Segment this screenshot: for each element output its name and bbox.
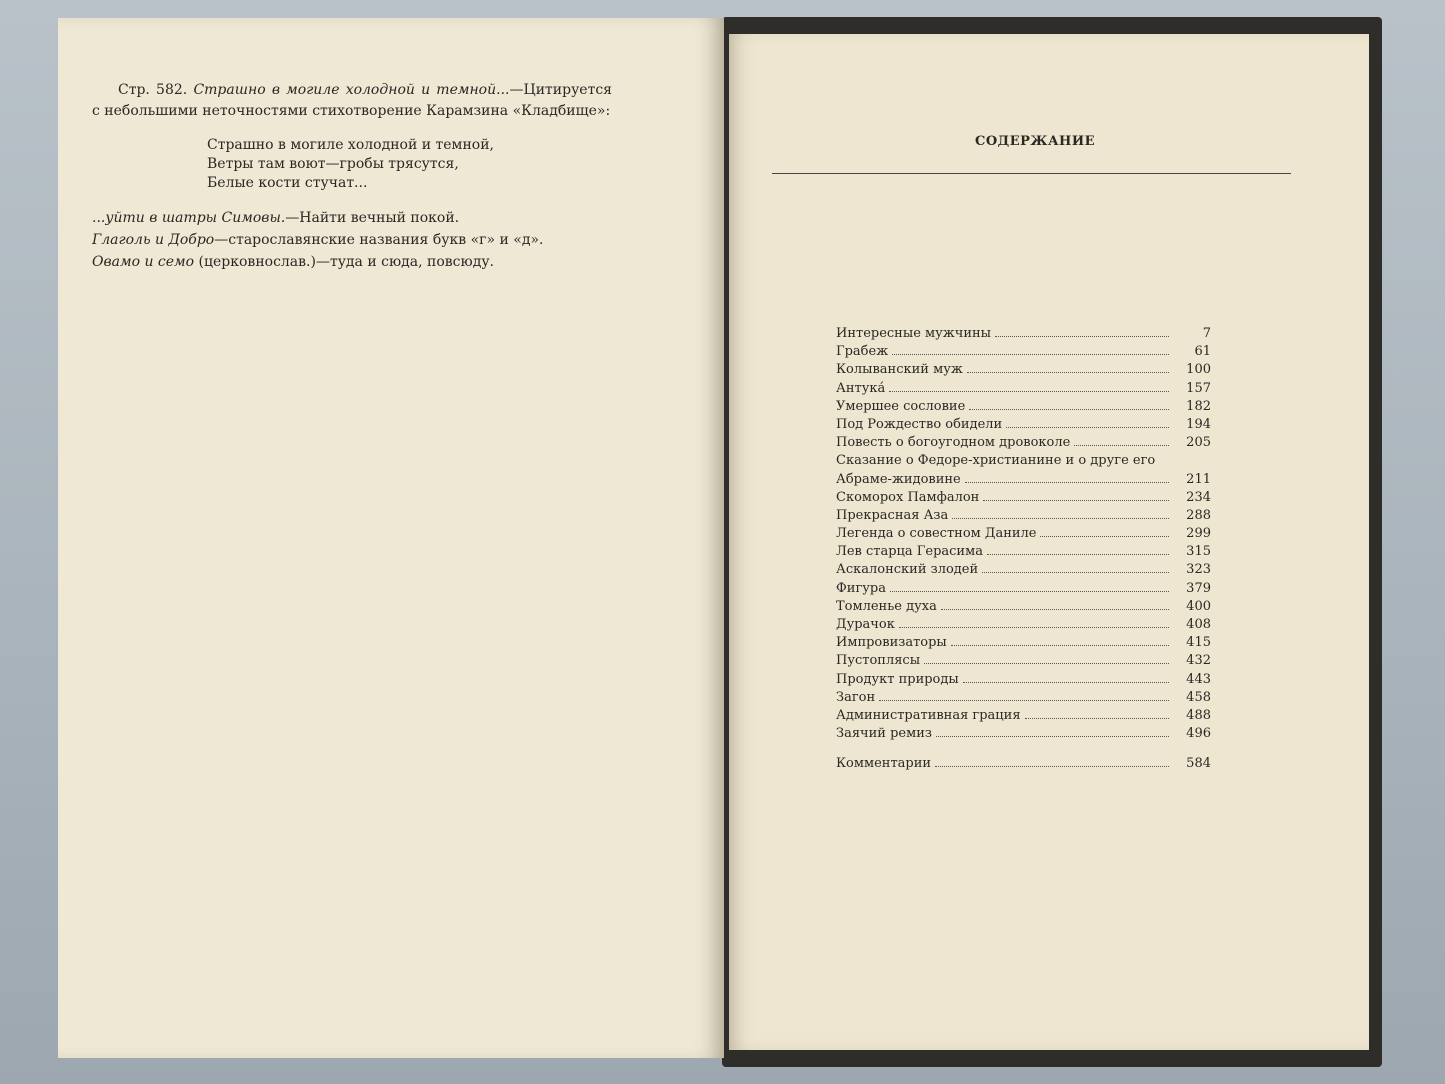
toc-entry bbox=[836, 381, 1211, 399]
toc-entry-page: 379 bbox=[1186, 580, 1211, 596]
table-of-contents bbox=[836, 326, 1211, 775]
toc-entry-page: 315 bbox=[1186, 544, 1211, 560]
toc-leader-dots bbox=[995, 336, 1169, 337]
toc-list bbox=[836, 326, 1211, 744]
toc-entry-title: Дурачок bbox=[836, 617, 895, 632]
toc-entry bbox=[836, 581, 1211, 599]
toc-leader-dots bbox=[951, 645, 1169, 646]
toc-entry-title: Грабеж bbox=[836, 344, 889, 360]
toc-entry bbox=[836, 344, 1211, 362]
toc-heading: СОДЕРЖАНИЕ bbox=[975, 134, 1096, 149]
toc-entry-title: Заячий ремиз bbox=[836, 726, 932, 742]
toc-leader-dots bbox=[892, 354, 1169, 355]
toc-entry bbox=[836, 490, 1211, 508]
toc-entry-title: Абраме-жидовине bbox=[836, 471, 961, 487]
toc-entry-page: 415 bbox=[1186, 635, 1211, 651]
toc-leader-dots bbox=[1040, 536, 1169, 537]
toc-leader-dots bbox=[936, 736, 1169, 737]
toc-entry-page: 100 bbox=[1186, 362, 1211, 378]
toc-leader-dots bbox=[941, 609, 1169, 610]
toc-entry bbox=[836, 726, 1211, 744]
toc-leader-dots bbox=[987, 554, 1169, 555]
toc-entry-page: 288 bbox=[1186, 507, 1211, 523]
gloss-line bbox=[92, 207, 612, 229]
toc-leader-dots bbox=[983, 500, 1169, 501]
poem-line: Страшно в могиле холодной и темной, bbox=[207, 137, 494, 153]
toc-entry-page: 458 bbox=[1186, 689, 1211, 705]
toc-entry-title: Комментарии bbox=[836, 756, 932, 772]
poem-line: Белые кости стучат... bbox=[207, 175, 368, 191]
toc-leader-dots bbox=[1074, 445, 1169, 446]
toc-entry-page: 7 bbox=[1202, 326, 1211, 341]
toc-entry bbox=[836, 526, 1211, 544]
poem-quote bbox=[207, 136, 612, 193]
toc-entry bbox=[836, 599, 1211, 617]
toc-entry-page: 205 bbox=[1186, 435, 1211, 451]
toc-entry-page: 443 bbox=[1186, 671, 1211, 687]
toc-entry bbox=[836, 617, 1211, 635]
toc-entry-title: Томленье духа bbox=[836, 598, 937, 614]
gloss-term: Глаголь и Добро bbox=[92, 232, 215, 248]
toc-entry-title: Лев старца Герасима bbox=[836, 544, 983, 560]
toc-entry-page: 584 bbox=[1186, 756, 1211, 772]
toc-entry-page: 400 bbox=[1186, 598, 1211, 614]
toc-entry-title: Импровизаторы bbox=[836, 635, 947, 651]
toc-entry-title: Скоморох Памфалон bbox=[836, 489, 980, 505]
toc-entry bbox=[836, 362, 1211, 380]
toc-entry-page: 488 bbox=[1186, 707, 1211, 723]
toc-entry-page: 496 bbox=[1186, 726, 1211, 742]
toc-entry-title: Интересные мужчины bbox=[836, 326, 992, 341]
heading-rule bbox=[772, 173, 1291, 174]
toc-entry-title: Продукт природы bbox=[836, 671, 959, 687]
toc-entry bbox=[836, 399, 1211, 417]
toc-entry-title: Повесть о богоугодном дровоколе bbox=[836, 435, 1071, 451]
toc-entry-title: Административная грация bbox=[836, 707, 1021, 723]
toc-entry bbox=[836, 544, 1211, 562]
toc-leader-dots bbox=[890, 591, 1169, 592]
toc-leader-dots bbox=[965, 482, 1169, 483]
toc-entry-page: 61 bbox=[1194, 344, 1211, 360]
toc-entry bbox=[836, 326, 1211, 344]
gloss-line bbox=[92, 251, 612, 273]
toc-entry-title: Колыванский муж bbox=[836, 362, 963, 378]
gloss-definition: —старославянские названия букв «г» и «д». bbox=[214, 232, 544, 248]
toc-entry bbox=[836, 562, 1211, 580]
commentary-text bbox=[92, 80, 612, 273]
toc-entry bbox=[836, 635, 1211, 653]
toc-entry-page: 211 bbox=[1186, 471, 1211, 487]
toc-entry-title: Фигура bbox=[836, 580, 886, 596]
toc-entry-title: Аскалонский злодей bbox=[836, 562, 979, 578]
gloss-definition: (церковнослав.)—туда и сюда, повсюду. bbox=[194, 254, 495, 270]
toc-entry-title: Загон bbox=[836, 689, 876, 705]
toc-entry-title: Антука́ bbox=[836, 380, 886, 396]
gloss-line bbox=[92, 229, 612, 251]
toc-entry bbox=[836, 708, 1211, 726]
toc-entry-title: Умершее сословие bbox=[836, 398, 966, 414]
toc-leader-dots bbox=[889, 391, 1169, 392]
toc-leader-dots bbox=[935, 766, 1169, 767]
toc-entry-page: 432 bbox=[1186, 653, 1211, 669]
toc-entry-page: 194 bbox=[1186, 416, 1211, 432]
toc-entry bbox=[836, 672, 1211, 690]
toc-leader-dots bbox=[967, 372, 1169, 373]
toc-leader-dots bbox=[924, 663, 1169, 664]
note-label: Стр. 582. bbox=[118, 82, 188, 98]
toc-entry bbox=[836, 417, 1211, 435]
toc-entry bbox=[836, 508, 1211, 526]
note-quote: Страшно в могиле холодной и темной... bbox=[193, 82, 510, 98]
toc-leader-dots bbox=[879, 700, 1169, 701]
gloss-definition: —Найти вечный покой. bbox=[285, 210, 460, 226]
toc-entry-page: 408 bbox=[1186, 617, 1211, 632]
toc-entry-title: Под Рождество обидели bbox=[836, 416, 1003, 432]
toc-entry-title: Сказание о Федоре-христианине и о друге его bbox=[836, 453, 1156, 469]
toc-entry bbox=[836, 472, 1211, 490]
toc-leader-dots bbox=[952, 518, 1169, 519]
toc-entry-title: Прекрасная Аза bbox=[836, 507, 949, 523]
toc-leader-dots bbox=[899, 627, 1169, 628]
toc-leader-dots bbox=[969, 409, 1169, 410]
toc-entry-comments bbox=[836, 756, 1211, 774]
toc-entry bbox=[836, 453, 1211, 471]
note-text: —Цитируется с небольшими неточностями стихотворение Карамзина «Кладбище»: bbox=[92, 82, 613, 119]
toc-entry-page: 299 bbox=[1186, 526, 1211, 542]
toc-entry-page: 157 bbox=[1186, 380, 1211, 396]
toc-leader-dots bbox=[1025, 718, 1169, 719]
toc-entry-page: 323 bbox=[1186, 562, 1211, 578]
toc-entry-page: 182 bbox=[1186, 398, 1211, 414]
toc-entry-title: Легенда о совестном Даниле bbox=[836, 526, 1037, 542]
poem-line: Ветры там воют—гробы трясутся, bbox=[207, 156, 459, 172]
gloss-term: Овамо и семо bbox=[92, 254, 195, 270]
toc-entry bbox=[836, 435, 1211, 453]
toc-entry-page: 234 bbox=[1186, 489, 1211, 505]
toc-leader-dots bbox=[1006, 427, 1169, 428]
toc-entry bbox=[836, 690, 1211, 708]
toc-entry bbox=[836, 653, 1211, 671]
toc-entry-title: Пустоплясы bbox=[836, 653, 921, 669]
gloss-term: ...уйти в шатры Симовы. bbox=[92, 210, 286, 226]
toc-leader-dots bbox=[982, 572, 1169, 573]
note-paragraph bbox=[92, 80, 612, 122]
toc-leader-dots bbox=[963, 682, 1169, 683]
